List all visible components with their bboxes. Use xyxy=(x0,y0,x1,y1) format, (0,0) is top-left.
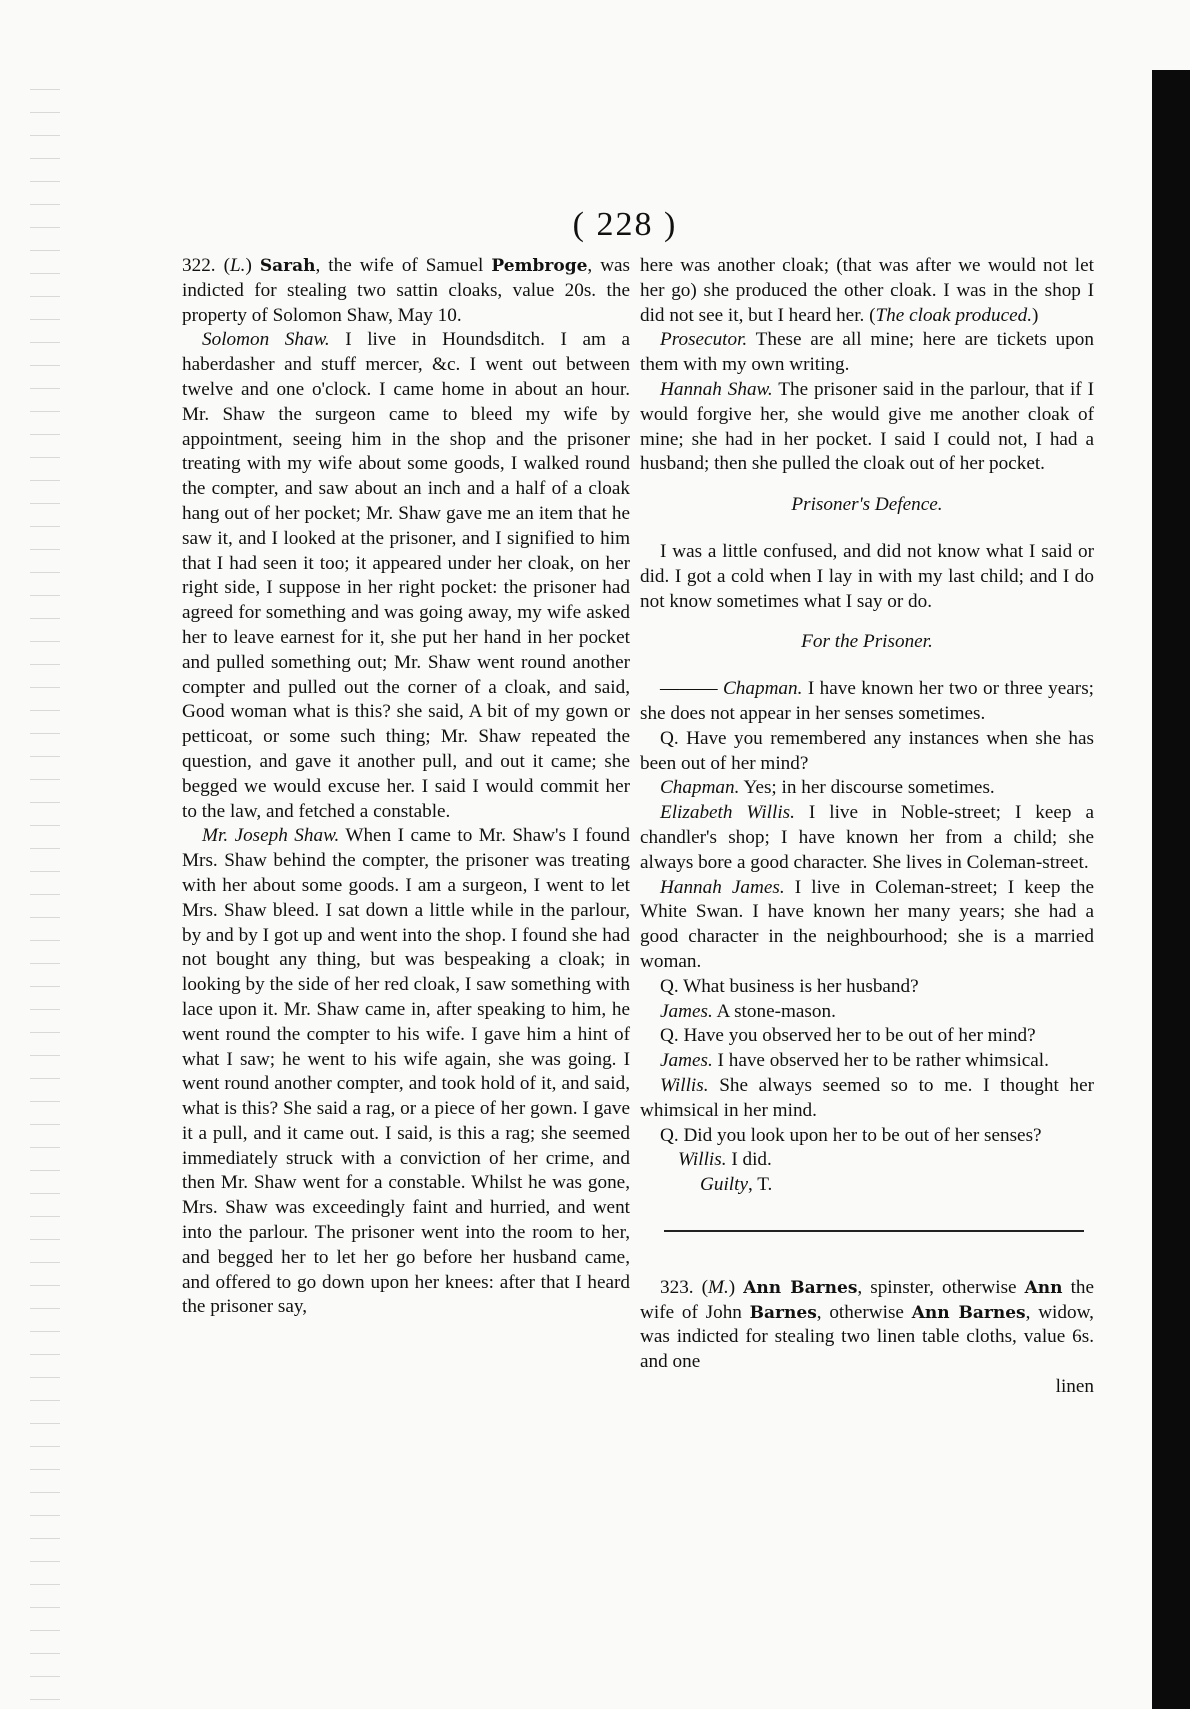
blackletter-name: Ann xyxy=(1024,1277,1063,1298)
scan-edge-shadow xyxy=(1152,70,1190,1709)
text-run: I live in Noble-street; I keep a chandler's shop; I have known her from a child; she always bore a good character. She lives in Coleman-street. xyxy=(640,802,1094,873)
text-run: Q. What business is her husband? xyxy=(660,975,919,997)
text-run: , widow, was indicted for stealing two linen table cloths, value 6s. and one xyxy=(640,1301,1094,1373)
paragraph-p1 xyxy=(182,254,630,328)
blackletter-name: Pembroge xyxy=(491,256,588,276)
text-run: 322. ( xyxy=(182,255,230,276)
text-run: These are all mine; here are tickets upon them with my own writing. xyxy=(640,329,1094,376)
paragraph-n1 xyxy=(640,1276,1094,1375)
scan-margin-noise xyxy=(30,80,60,1700)
paragraph-w8 xyxy=(640,1024,1094,1049)
heading-prisoners-defence: Prisoner's Defence. xyxy=(791,494,943,516)
italic-text: Solomon Shaw. xyxy=(202,329,330,351)
text-run: Q. Have you observed her to be out of her mind? xyxy=(660,1025,1036,1047)
italic-text: James. xyxy=(660,1050,713,1072)
italic-text: L. xyxy=(229,255,246,276)
paragraph-w6 xyxy=(640,975,1094,1000)
text-run: , T. xyxy=(747,1174,773,1196)
paragraph-w10 xyxy=(640,1074,1094,1124)
italic-text: M. xyxy=(708,1276,729,1298)
paragraph-p3 xyxy=(182,824,630,1320)
page-number: ( 228 ) xyxy=(572,206,678,243)
text-run: The prisoner said in the parlour, that if I would forgive her, she would give me another cloak of mine; she had in her pocket. I said I could not, I had a husband; then she pulled the cloak out of her pocket. xyxy=(640,378,1094,475)
paragraph-r2 xyxy=(640,328,1094,378)
italic-text: The cloak produced. xyxy=(875,304,1032,326)
text-run: I have known her two or three years; she does not appear in her senses sometimes. xyxy=(640,678,1094,724)
text-run: I have observed her to be rather whimsical. xyxy=(712,1050,1049,1072)
text-run: , spinster, otherwise xyxy=(857,1276,1025,1298)
text-run: I live in Coleman-street; I keep the White Swan. I have known her many years; she had a good character in the neighbourhood; she is a married woman. xyxy=(640,876,1094,972)
blackletter-name: Ann Barnes xyxy=(911,1302,1026,1323)
blackletter-name: Barnes xyxy=(749,1302,817,1323)
paragraph-w13 xyxy=(640,1173,1094,1198)
paragraph-w1 xyxy=(640,677,1094,727)
paragraph-r3 xyxy=(640,378,1094,477)
text-run: Yes; in her discourse sometimes. xyxy=(739,777,995,799)
italic-text: Hannah James. xyxy=(660,876,785,898)
italic-text: Elizabeth Willis. xyxy=(660,802,795,824)
text-run: When I came to Mr. Shaw's I found Mrs. Shaw behind the compter, the prisoner was treating with her about some goods. I am a surgeon, I went to let Mrs. Shaw bleed. I sat down a little while in the parlour, by and by I got up and went into the shop. I found she had not bought any thing, but was bespeaking a cloak; in looking by the side of her red cloak, I saw something with lace upon it. Mr. Shaw came in, after speaking to him, he went round the compter to his wife. I gave him a hint of what I saw; he went to his wife again, she was going. I went round another compter, and took hold of it, and said, what is this? She said a rag, or a piece of her gown. I gave it a pull, and it came out. I said, is this a rag; she seemed immediately struck with a conviction of her crime, and then Mr. Shaw went for a constable. Whilst he was gone, Mrs. Shaw was exceedingly faint and hurried, and went into the parlour. The prisoner went into the room to her, and begged her to let her go before her husband came, and offered to go down upon her knees: after that I heard the prisoner say, xyxy=(182,825,630,1318)
paragraph-p2 xyxy=(182,328,630,824)
paragraph-w4 xyxy=(640,801,1094,875)
italic-text: Mr. Joseph Shaw. xyxy=(202,825,340,847)
heading-for-the-prisoner: For the Prisoner. xyxy=(801,631,933,653)
paragraph-w12 xyxy=(640,1148,1094,1173)
text-run: Q. Have you remembered any instances when she has been out of her mind? xyxy=(640,727,1094,774)
text-run: ) xyxy=(245,255,260,276)
blackletter-name: Sarah xyxy=(259,256,316,276)
text-run: 323. ( xyxy=(660,1276,709,1298)
text-run: the wife of John xyxy=(640,1276,1095,1323)
paragraph-w5 xyxy=(640,876,1094,975)
italic-text: James. xyxy=(660,1000,713,1022)
italic-text: Willis. xyxy=(660,1074,709,1096)
italic-text: Chapman. xyxy=(722,678,803,700)
paragraph-w2 xyxy=(640,727,1094,777)
text-run: , otherwise xyxy=(816,1301,912,1323)
paragraph-w11 xyxy=(640,1124,1094,1149)
right-column xyxy=(640,254,1094,1400)
defence-statement: I was a little confused, and did not know what I said or did. I got a cold when I lay in with my last child; and I do not know sometimes what I say or do. xyxy=(640,540,1094,612)
left-column xyxy=(182,254,630,1320)
text-run: ——— xyxy=(660,678,723,700)
section-divider xyxy=(664,1230,1084,1232)
text-run: Q. Did you look upon her to be out of her senses? xyxy=(660,1124,1042,1146)
italic-text: Guilty xyxy=(700,1174,748,1196)
catchword: linen xyxy=(1055,1376,1094,1398)
text-run: ) xyxy=(1032,304,1039,326)
blackletter-name: Ann Barnes xyxy=(743,1277,858,1298)
italic-text: Prosecutor. xyxy=(660,329,748,351)
witness-testimony xyxy=(640,677,1094,1198)
italic-text: Chapman. xyxy=(660,777,740,799)
next-case-entry xyxy=(640,1276,1094,1375)
paragraph-w3 xyxy=(640,776,1094,801)
text-run: , the wife of Samuel xyxy=(315,255,492,276)
text-run: She always seemed so to me. I thought her whimsical in her mind. xyxy=(640,1074,1094,1121)
text-run: , was indicted for stealing two sattin cloaks, value 20s. the property of Solomon Shaw, May 10. xyxy=(182,255,631,326)
text-run: I live in Houndsditch. I am a haberdasher and stuff mercer, &c. I went out between twelve and one o'clock. I came home in about an hour. Mr. Shaw the surgeon came to bleed my wife by appointment, seeing him in the shop and the prisoner treating with my wife about some goods, I walked round the compter, and saw about an inch and a half of a cloak hang out of her pocket; Mr. Shaw gave me an item that he saw it, and I looked at the prisoner, and I signified to him that I had seen it too; it appeared under her cloak, on her right side, I suppose in her right pocket: the prisoner had agreed for something and was going away, my wife asked her to leave earnest for it, she put her hand in her pocket and pulled something out; Mr. Shaw went round another compter and pulled out the corner of a cloak, and said, Good woman what is this? she said, A bit of my gown or petticoat, or some such thing; Mr. Shaw repeated the question, and gave it another pull, and out it came; she begged we would excuse her. I said I would commit her to the law, and fetched a constable. xyxy=(182,329,631,822)
text-run: I did. xyxy=(726,1149,772,1171)
text-run: ) xyxy=(728,1276,744,1298)
paragraph-w7 xyxy=(640,1000,1094,1025)
italic-text: Willis. xyxy=(678,1149,727,1171)
italic-text: Hannah Shaw. xyxy=(660,378,773,400)
testimony-continuation xyxy=(640,254,1094,477)
text-run: here was another cloak; (that was after we would not let her go) she produced the other cloak. I was in the shop I did not see it, but I heard her. ( xyxy=(640,255,1094,326)
text-run: A stone-mason. xyxy=(712,1000,836,1022)
paragraph-r1 xyxy=(640,254,1094,328)
paragraph-w9 xyxy=(640,1049,1094,1074)
